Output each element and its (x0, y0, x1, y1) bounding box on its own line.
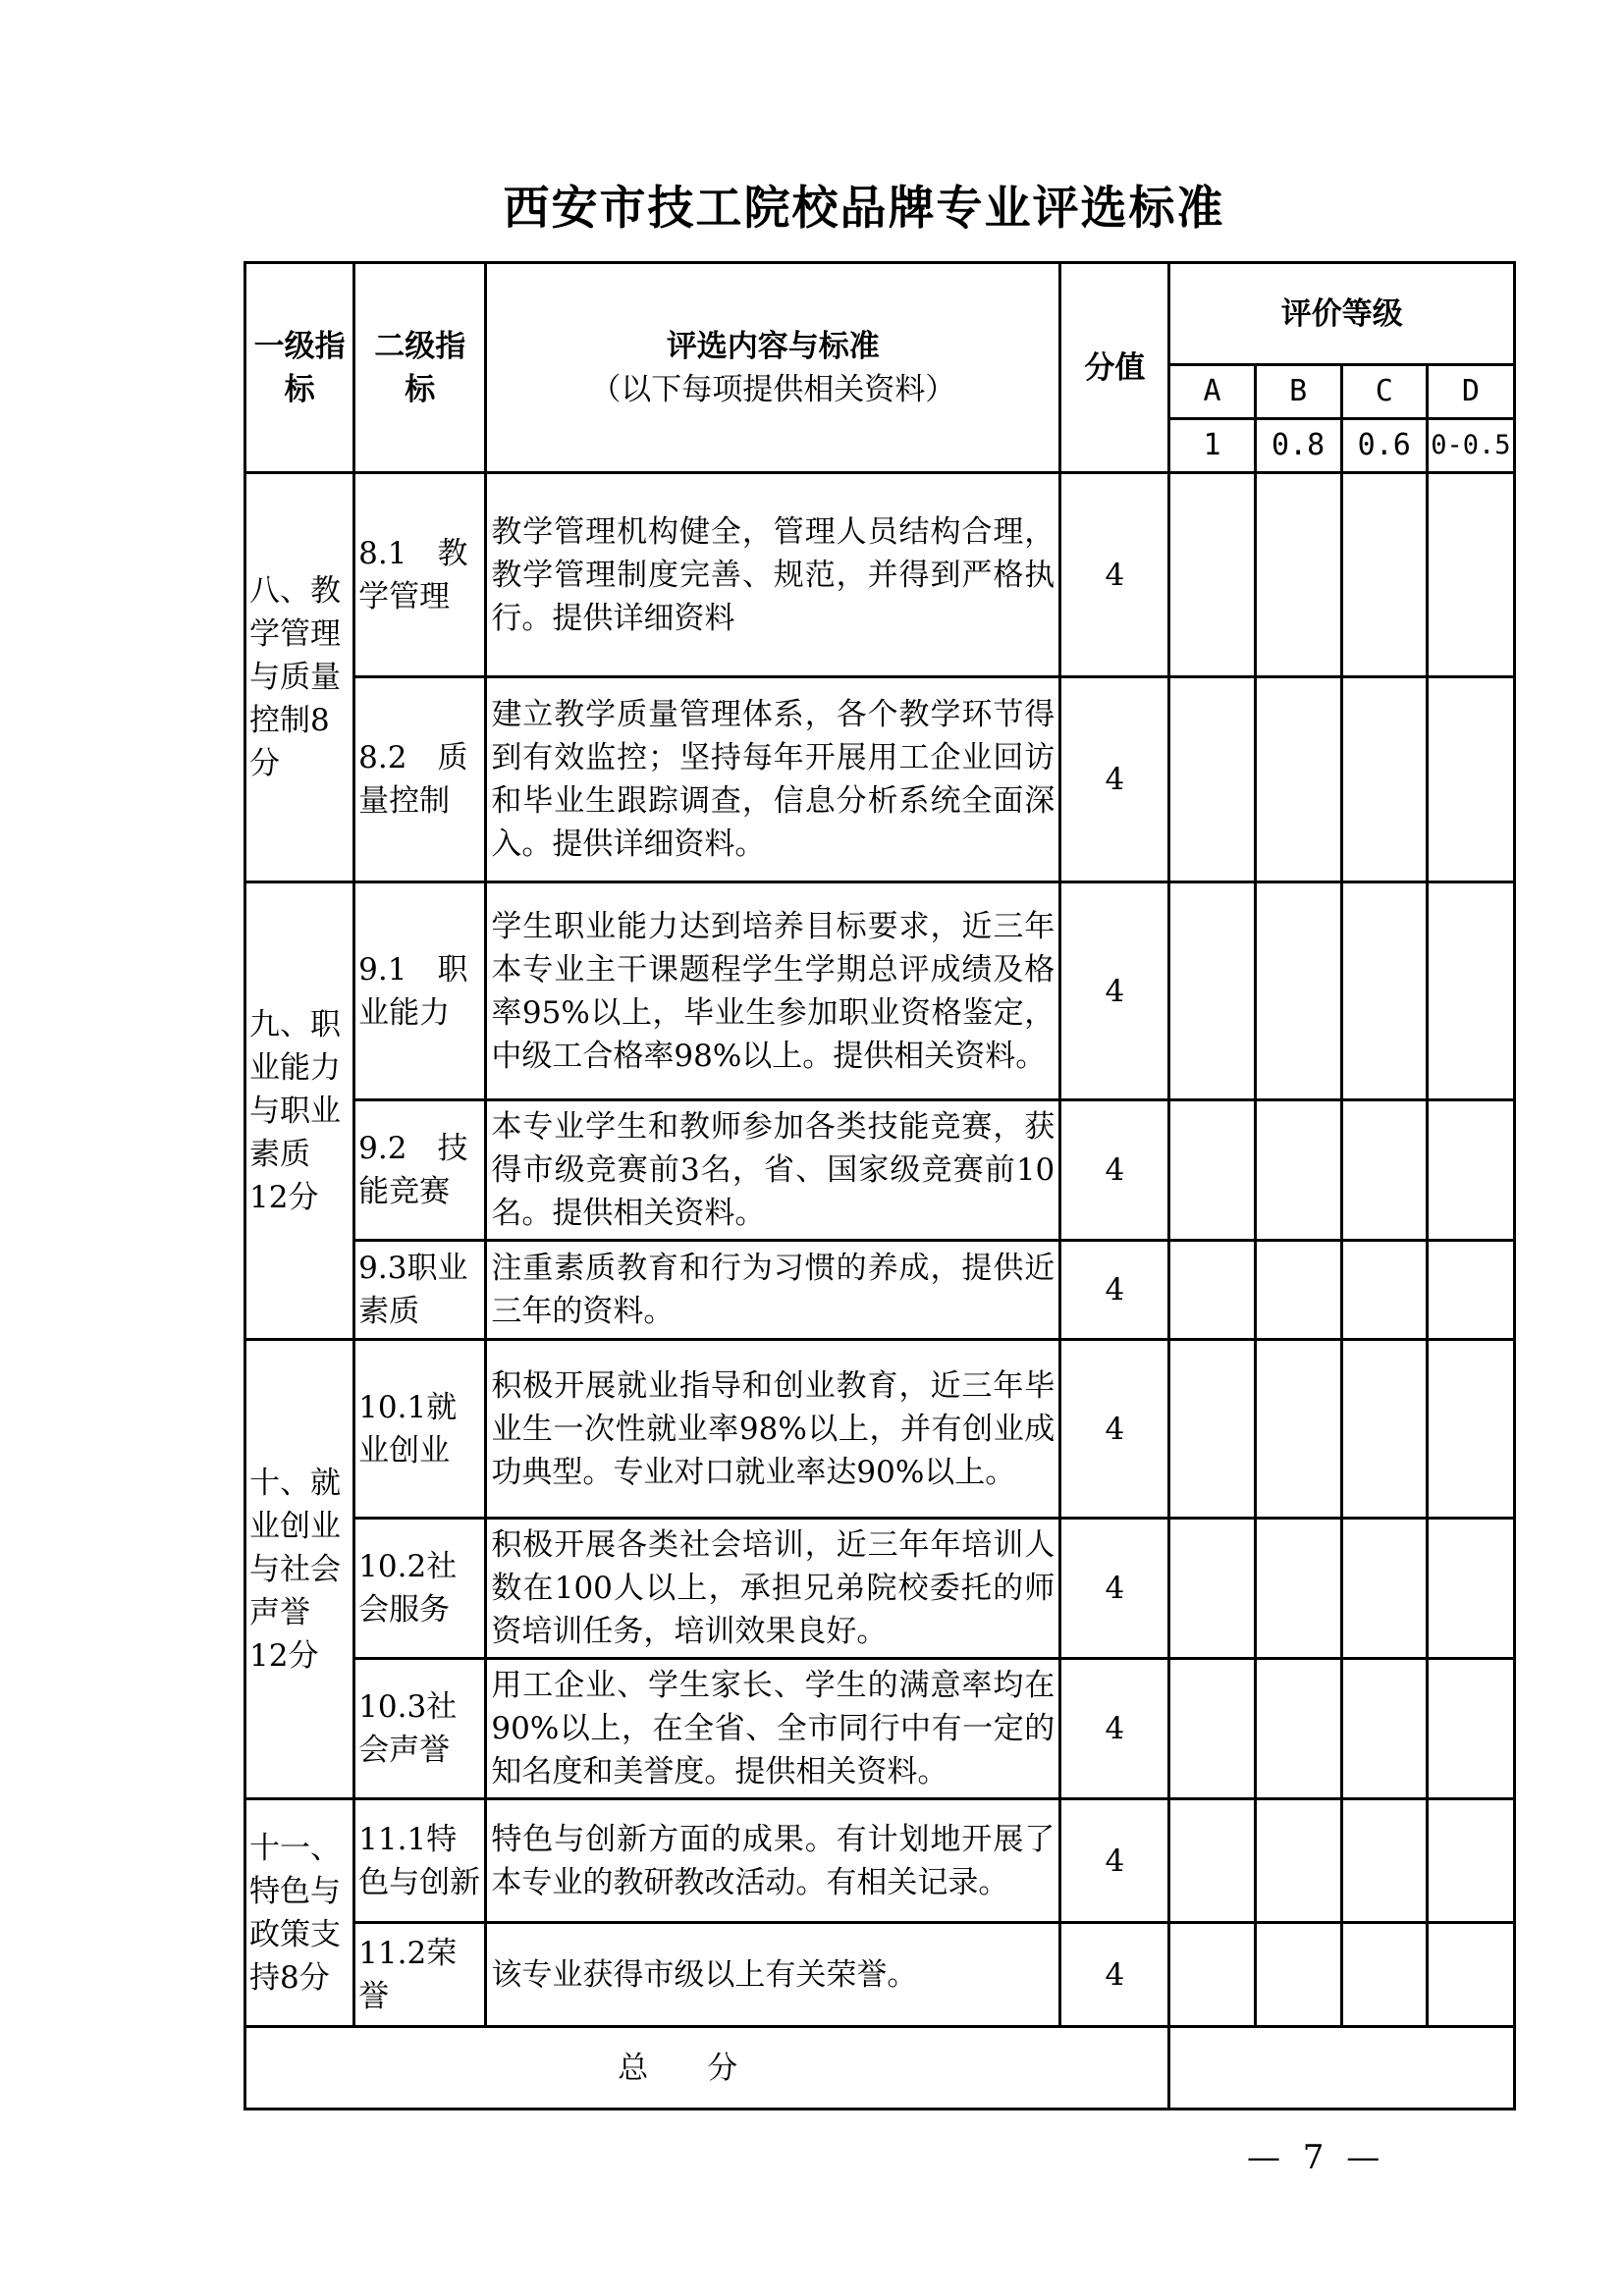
grade-d-cell (1427, 473, 1514, 677)
grade-c-cell (1341, 1100, 1427, 1241)
grade-d-cell (1427, 1100, 1514, 1241)
grade-d-label: D (1427, 365, 1514, 419)
grade-c-cell (1341, 1241, 1427, 1340)
level2-cell: 8.1 教学管理 (354, 473, 486, 677)
level2-cell: 9.2 技能竞赛 (354, 1100, 486, 1241)
grade-a-cell (1169, 1100, 1255, 1241)
content-cell: 本专业学生和教师参加各类技能竞赛，获得市级竞赛前3名，省、国家级竞赛前10名。提供相关资料。 (486, 1100, 1060, 1241)
grade-a-cell (1169, 473, 1255, 677)
table-row (245, 473, 1515, 677)
score-cell: 4 (1060, 473, 1169, 677)
table-row (245, 1340, 1515, 1519)
grade-b-cell (1255, 1659, 1341, 1799)
grade-c-cell (1341, 473, 1427, 677)
grade-b-cell (1255, 1340, 1341, 1519)
grade-d-cell (1427, 1799, 1514, 1923)
level1-cell: 十、就业创业与社会声誉12分 (245, 1340, 354, 1799)
grade-b-cell (1255, 1241, 1341, 1340)
level2-cell: 10.3社会声誉 (354, 1659, 486, 1799)
header-level1: 一级指标 (245, 263, 354, 473)
grade-c-cell (1341, 1340, 1427, 1519)
score-cell: 4 (1060, 1340, 1169, 1519)
level2-cell: 11.1特色与创新 (354, 1799, 486, 1923)
level1-cell: 九、职业能力与职业素质12分 (245, 882, 354, 1340)
content-cell: 注重素质教育和行为习惯的养成，提供近三年的资料。 (486, 1241, 1060, 1340)
level1-cell: 十一、特色与政策支持8分 (245, 1799, 354, 2027)
level2-cell: 9.1 职业能力 (354, 882, 486, 1100)
grade-d-value: 0-0.5 (1427, 419, 1514, 473)
grade-b-cell (1255, 473, 1341, 677)
table-row (245, 1241, 1515, 1340)
grade-c-cell (1341, 1519, 1427, 1659)
level2-cell: 10.2社会服务 (354, 1519, 486, 1659)
table-row (245, 882, 1515, 1100)
header-content-main: 评选内容与标准 (666, 328, 880, 364)
score-cell: 4 (1060, 882, 1169, 1100)
page-title: 西安市技工院校品牌专业评选标准 (503, 182, 1225, 236)
grade-b-cell (1255, 677, 1341, 882)
table-row (245, 1100, 1515, 1241)
content-cell: 学生职业能力达到培养目标要求，近三年本专业主干课题程学生学期总评成绩及格率95%以上，毕业生参加职业资格鉴定，中级工合格率98%以上。提供相关资料。 (486, 882, 1060, 1100)
score-cell: 4 (1060, 1241, 1169, 1340)
content-cell: 用工企业、学生家长、学生的满意率均在90%以上，在全省、全市同行中有一定的知名度和美誉度。提供相关资料。 (486, 1659, 1060, 1799)
grade-d-cell (1427, 1659, 1514, 1799)
total-row (245, 2027, 1515, 2109)
grade-a-cell (1169, 1659, 1255, 1799)
level1-cell: 八、教学管理与质量控制8分 (245, 473, 354, 882)
table-row (245, 1659, 1515, 1799)
header-content-sub: （以下每项提供相关资料） (590, 371, 956, 407)
score-cell: 4 (1060, 1100, 1169, 1241)
grade-b-label: B (1255, 365, 1341, 419)
grade-d-cell (1427, 1519, 1514, 1659)
header-level2: 二级指标 (354, 263, 486, 473)
level2-cell: 11.2荣誉 (354, 1923, 486, 2027)
content-cell: 积极开展就业指导和创业教育，近三年毕业生一次性就业率98%以上，并有创业成功典型。专业对口就业率达90%以上。 (486, 1340, 1060, 1519)
evaluation-table (244, 261, 1516, 2110)
grade-c-cell (1341, 1799, 1427, 1923)
grade-a-cell (1169, 1340, 1255, 1519)
grade-b-cell (1255, 882, 1341, 1100)
grade-c-value: 0.6 (1341, 419, 1427, 473)
content-cell: 特色与创新方面的成果。有计划地开展了本专业的教研教改活动。有相关记录。 (486, 1799, 1060, 1923)
header-score: 分值 (1060, 263, 1169, 473)
score-cell: 4 (1060, 1659, 1169, 1799)
header-grade-title: 评价等级 (1169, 263, 1515, 365)
grade-a-label: A (1169, 365, 1255, 419)
content-cell: 教学管理机构健全，管理人员结构合理，教学管理制度完善、规范，并得到严格执行。提供详细资料 (486, 473, 1060, 677)
grade-d-cell (1427, 1340, 1514, 1519)
table-row (245, 1799, 1515, 1923)
grade-a-cell (1169, 1241, 1255, 1340)
grade-b-cell (1255, 1799, 1341, 1923)
content-cell: 积极开展各类社会培训，近三年年培训人数在100人以上，承担兄弟院校委托的师资培训任务，培训效果良好。 (486, 1519, 1060, 1659)
score-cell: 4 (1060, 1923, 1169, 2027)
grade-a-cell (1169, 1799, 1255, 1923)
level2-cell: 8.2 质量控制 (354, 677, 486, 882)
table-row (245, 1923, 1515, 2027)
table-row (245, 677, 1515, 882)
grade-b-value: 0.8 (1255, 419, 1341, 473)
level2-cell: 10.1就业创业 (354, 1340, 486, 1519)
grade-d-cell (1427, 1923, 1514, 2027)
grade-a-cell (1169, 1519, 1255, 1659)
header-content (486, 263, 1060, 473)
total-score-cell (1169, 2027, 1515, 2109)
level2-cell: 9.3职业素质 (354, 1241, 486, 1340)
grade-c-cell (1341, 1659, 1427, 1799)
grade-c-cell (1341, 882, 1427, 1100)
grade-a-value: 1 (1169, 419, 1255, 473)
content-cell: 该专业获得市级以上有关荣誉。 (486, 1923, 1060, 2027)
grade-d-cell (1427, 1241, 1514, 1340)
total-label: 总分 (245, 2027, 1169, 2109)
content-cell: 建立教学质量管理体系，各个教学环节得到有效监控；坚持每年开展用工企业回访和毕业生跟踪调查，信息分析系统全面深入。提供详细资料。 (486, 677, 1060, 882)
grade-d-cell (1427, 677, 1514, 882)
grade-a-cell (1169, 1923, 1255, 2027)
grade-d-cell (1427, 882, 1514, 1100)
grade-c-cell (1341, 677, 1427, 882)
score-cell: 4 (1060, 1519, 1169, 1659)
grade-b-cell (1255, 1519, 1341, 1659)
score-cell: 4 (1060, 1799, 1169, 1923)
grade-b-cell (1255, 1100, 1341, 1241)
page-number: — 7 — (1247, 2138, 1386, 2177)
grade-a-cell (1169, 677, 1255, 882)
grade-c-cell (1341, 1923, 1427, 2027)
table-row (245, 1519, 1515, 1659)
grade-b-cell (1255, 1923, 1341, 2027)
score-cell: 4 (1060, 677, 1169, 882)
grade-c-label: C (1341, 365, 1427, 419)
grade-a-cell (1169, 882, 1255, 1100)
